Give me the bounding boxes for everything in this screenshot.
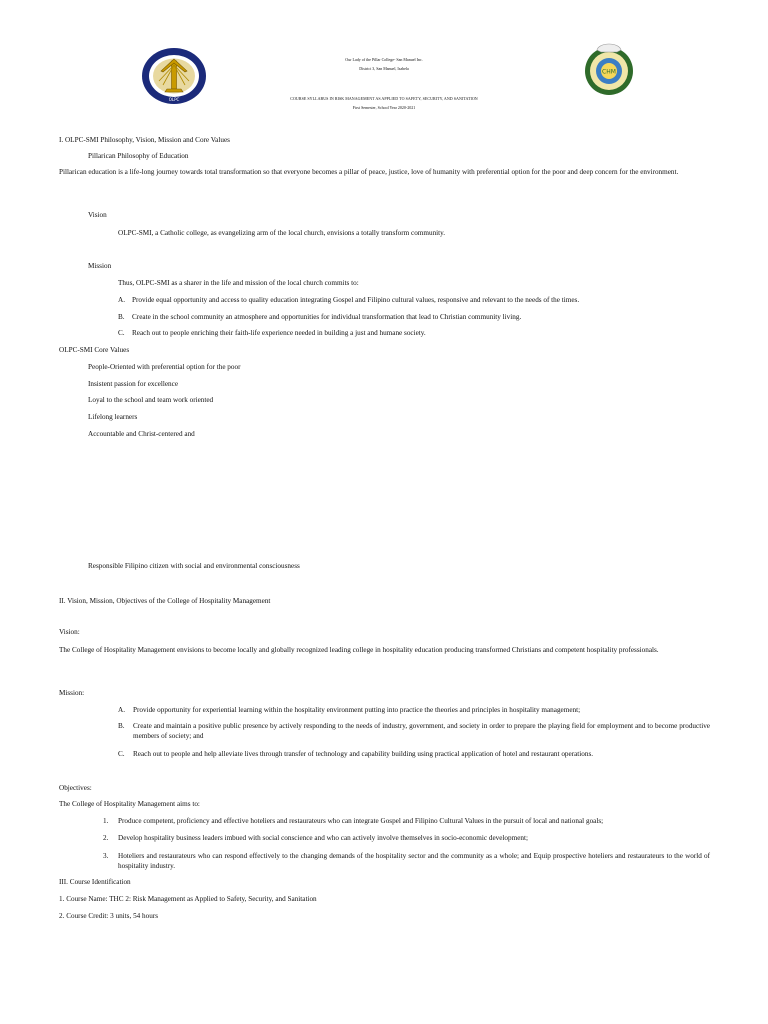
chm-vision-label: Vision: xyxy=(59,628,80,636)
semester: First Semester, School Year 2020-2021 xyxy=(352,105,416,110)
section2-heading: II. Vision, Mission, Objectives of the College of Hospitality Management xyxy=(59,597,271,605)
core-value-item: Accountable and Christ-centered and xyxy=(88,430,195,438)
mission-item-marker: A. xyxy=(118,296,125,304)
core-value-item: Loyal to the school and team work oriented xyxy=(88,396,214,404)
objective-item-marker: 3. xyxy=(103,852,109,860)
core-values-label: OLPC-SMI Core Values xyxy=(59,346,130,354)
college-name: Our Lady of the Pillar College- San Manuel Inc. xyxy=(345,57,423,62)
college-seal-text: OLPC xyxy=(168,97,180,102)
mission-item-marker: C. xyxy=(118,329,125,337)
mission-item-text: Reach out to people enriching their faith-life experience needed in building a just and humane society. xyxy=(132,329,426,337)
chm-mission-item-marker: A. xyxy=(118,706,125,714)
mission-intro: Thus, OLPC-SMI as a sharer in the life and mission of the local church commits to: xyxy=(118,279,359,287)
objectives-label: Objectives: xyxy=(59,784,92,792)
college-address: District 3, San Manuel, Isabela xyxy=(359,66,409,71)
course-credit: 2. Course Credit: 3 units, 54 hours xyxy=(59,912,159,920)
department-seal-text: CHM xyxy=(602,68,616,76)
objective-item-marker: 2. xyxy=(103,834,109,842)
objective-item-text: Produce competent, proficiency and effective hoteliers and restaurateurs who can integrate Gospel and Filipino Cultural Values in the pursuit of local and national goals; xyxy=(118,817,604,825)
objective-item-text: Develop hospitality business leaders imbued with social conscience and who can actively involve themselves in socio-economic development; xyxy=(118,834,528,842)
objective-item-marker: 1. xyxy=(103,817,109,825)
section3-heading: III. Course Identification xyxy=(59,878,131,886)
document-title: COURSE SYLLABUS IN RISK MANAGEMENT AS APPLIED TO SAFETY, SECURITY, AND SANITATION xyxy=(290,96,478,101)
core-value-item: Lifelong learners xyxy=(88,413,138,421)
chm-mission-label: Mission: xyxy=(59,689,85,697)
section1-heading: I. OLPC-SMI Philosophy, Vision, Mission and Core Values xyxy=(59,136,230,144)
vision-text: OLPC-SMI, a Catholic college, as evangelizing arm of the local church, envisions a totally transform community. xyxy=(118,229,446,237)
mission-item-marker: B. xyxy=(118,313,125,321)
chm-mission-item-text: Reach out to people and help alleviate lives through transfer of technology and capability building using practical application of hotel and restaurant operations. xyxy=(133,750,594,758)
course-name: 1. Course Name: THC 2: Risk Management as Applied to Safety, Security, and Sanitation xyxy=(59,895,317,903)
mission-label: Mission xyxy=(88,262,112,270)
chm-mission-item-marker: B. xyxy=(118,722,125,730)
philosophy-title: Pillarican Philosophy of Education xyxy=(88,152,189,160)
core-value-item: People-Oriented with preferential option for the poor xyxy=(88,363,241,371)
core-value-last: Responsible Filipino citizen with social and environmental consciousness xyxy=(88,562,300,570)
chm-mission-item-text: Create and maintain a positive public presence by actively responding to the needs of industry, government, and society in order to prepare the playing field for employment and to become productive members of society; and xyxy=(133,722,710,740)
chm-mission-item-marker: C. xyxy=(118,750,125,758)
chm-vision-text: The College of Hospitality Management envisions to become locally and globally recognized leading college in hospitality education producing transformed Christians and competent hospitality professionals. xyxy=(59,646,659,654)
core-value-item: Insistent passion for excellence xyxy=(88,380,179,388)
philosophy-text: Pillarican education is a life-long journey towards total transformation so that everyone becomes a pillar of peace, justice, love of humanity with preferential option for the poor and deep concern for the environment. xyxy=(59,168,679,176)
objective-item-text: Hoteliers and restaurateurs who can respond effectively to the changing demands of the hospitality sector and the community as a whole; and Equip prospective hoteliers and restaurateurs to the world of hospitality industry. xyxy=(118,852,710,870)
mission-item-text: Provide equal opportunity and access to quality education integrating Gospel and Filipino cultural values, responsive and relevant to the needs of the times. xyxy=(132,296,580,304)
vision-label: Vision xyxy=(88,211,107,219)
chm-mission-item-text: Provide opportunity for experiential learning within the hospitality environment putting into practice the theories and principles in hospitality management; xyxy=(133,706,581,714)
mission-item-text: Create in the school community an atmosphere and opportunities for individual transformation that lead to Christian community living. xyxy=(132,313,522,321)
objectives-intro: The College of Hospitality Management aims to: xyxy=(59,800,200,808)
